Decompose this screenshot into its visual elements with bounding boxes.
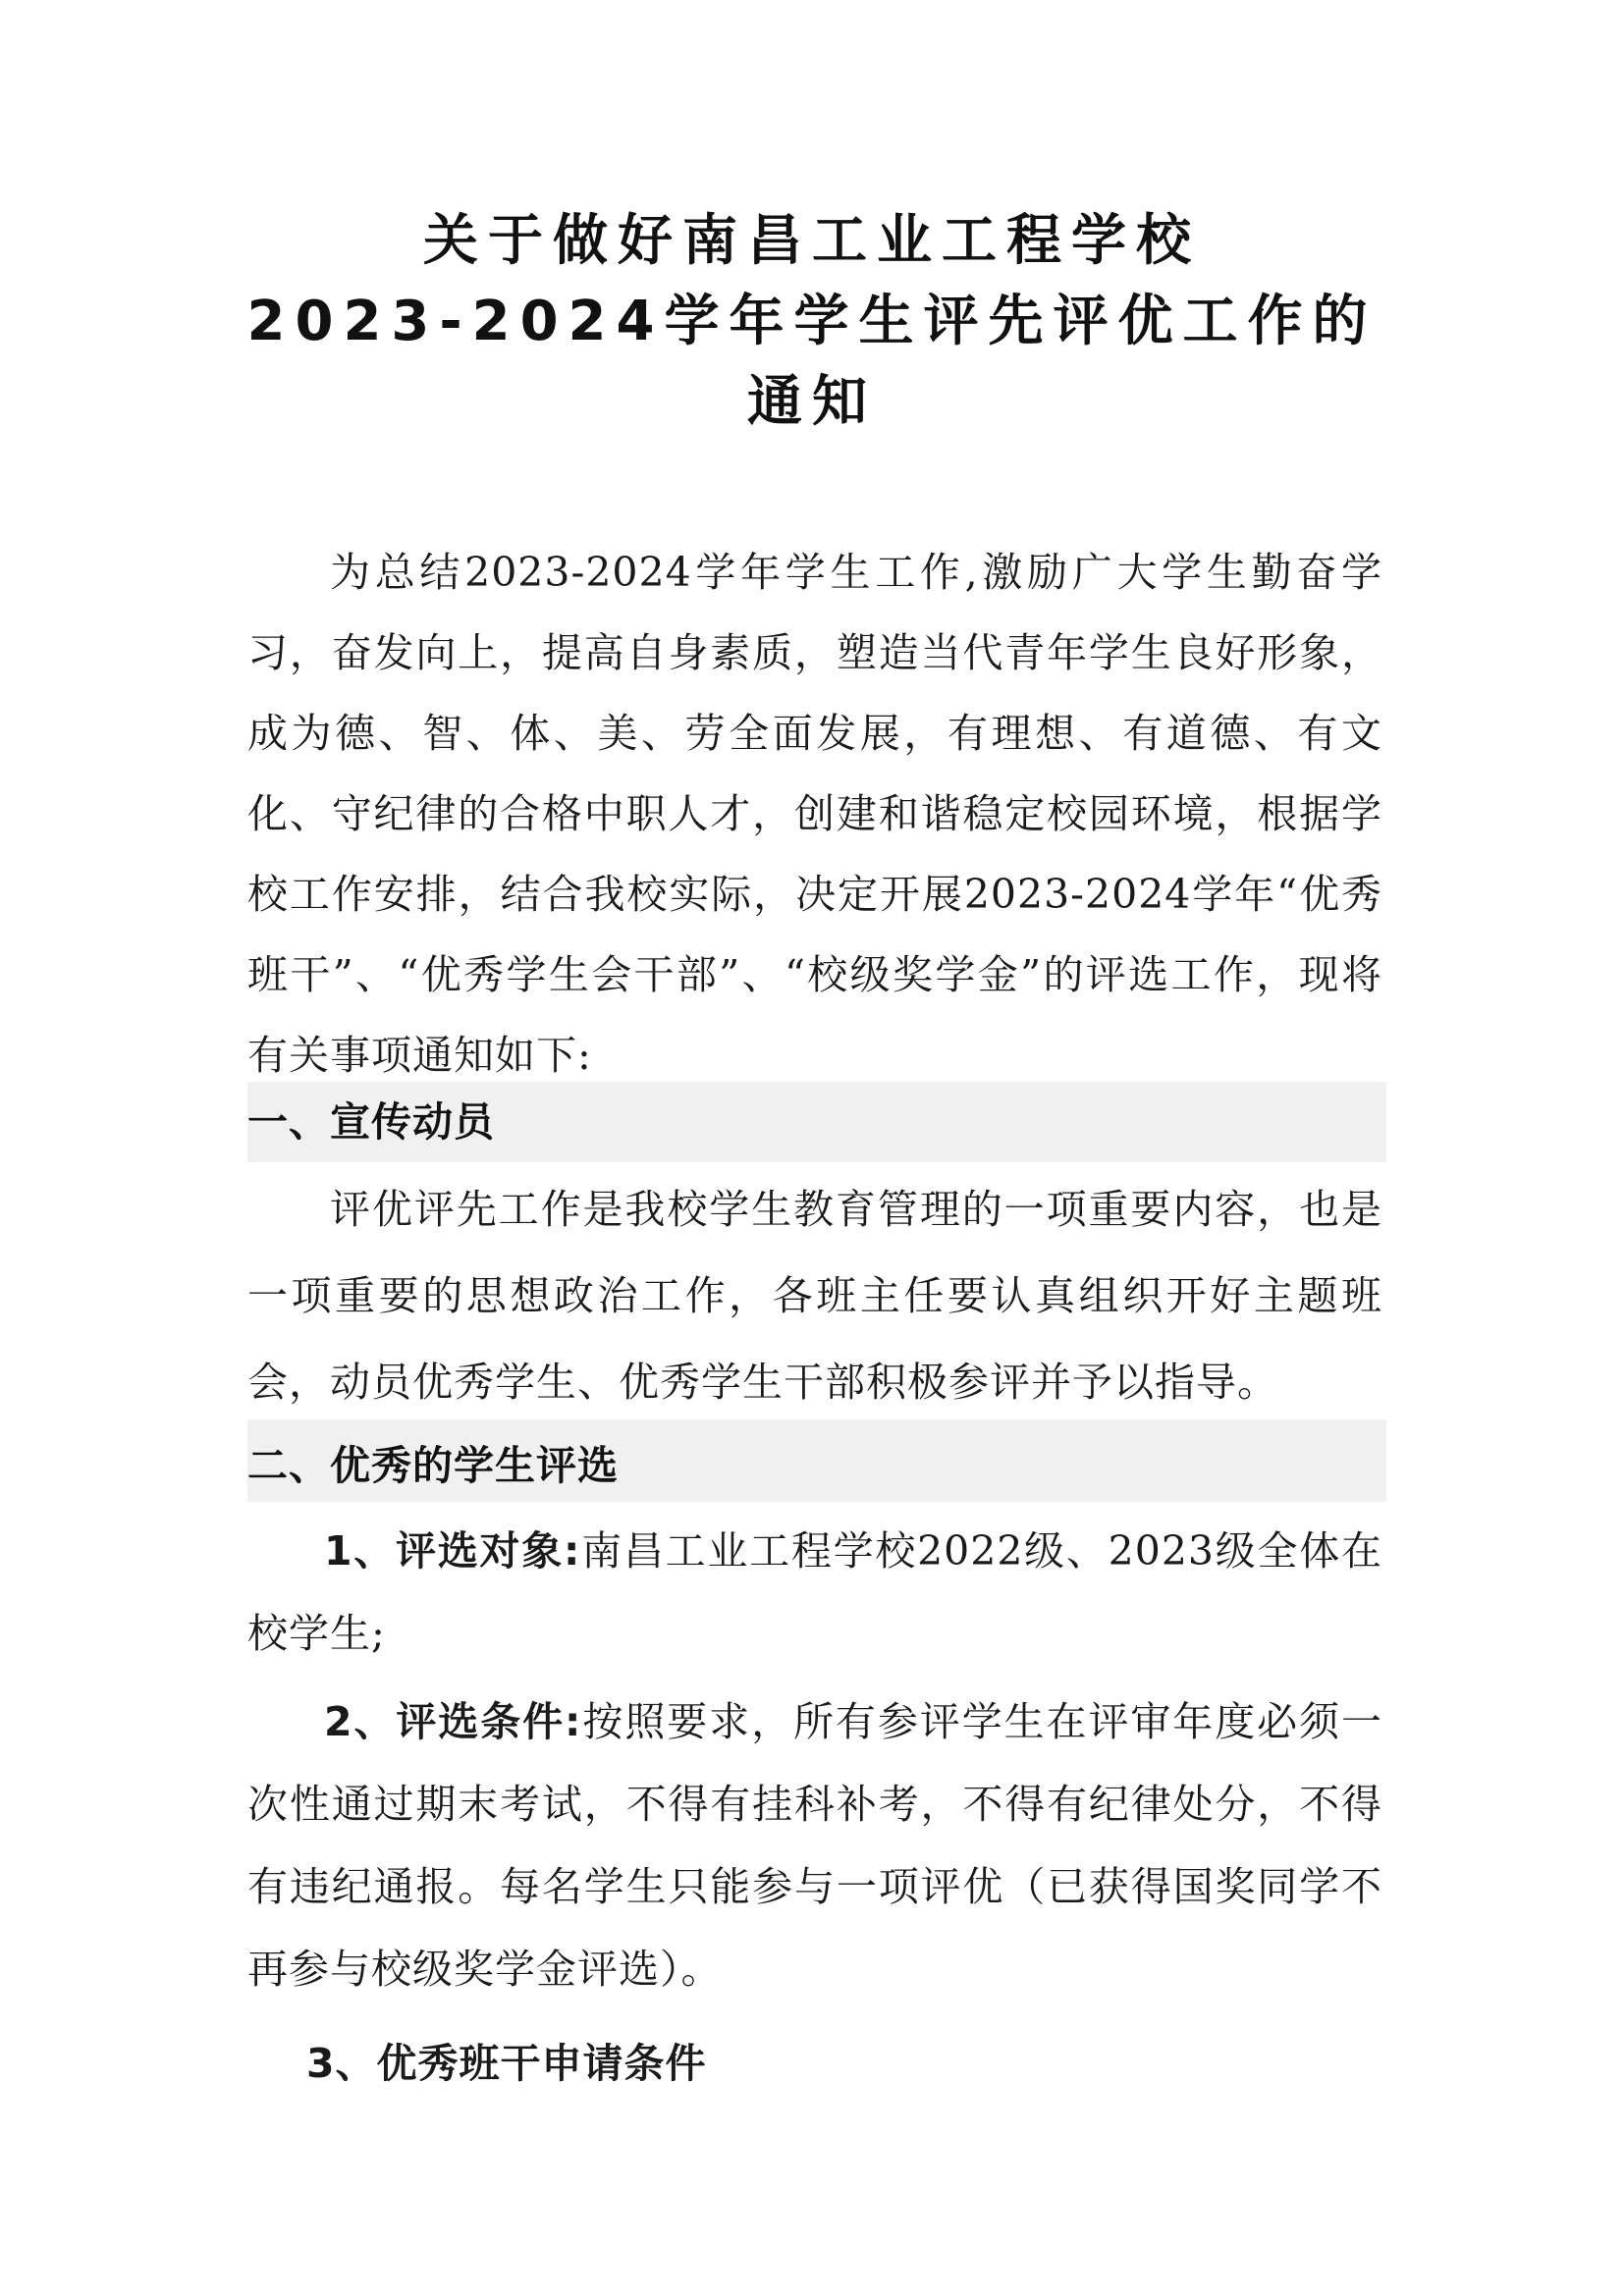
selection-item-target: [247, 1510, 1382, 1675]
item-conditions-label: 2、评选条件:: [324, 1698, 582, 1745]
title-line-2: 2023-2024学年学生评先评优工作的: [246, 290, 1378, 353]
document-title: [196, 201, 1428, 443]
publicity-paragraph: 评优评先工作是我校学生教育管理的一项重要内容，也是一项重要的思想政治工作，各班主任要认真组织开好主题班会，动员优秀学生、优秀学生干部积极参评并予以指导。: [247, 1186, 1382, 1406]
section-heading-student-selection: 二、优秀的学生评选: [247, 1419, 1386, 1502]
item-target-label: 1、评选对象:: [324, 1527, 581, 1575]
selection-item-class-leader-heading: 3、优秀班干申请条件: [306, 2040, 707, 2087]
item-target-paragraph: [247, 1510, 1382, 1675]
title-line-3: 通知: [747, 370, 877, 434]
section-publicity-body: [247, 1166, 1382, 1425]
item-conditions-paragraph: [247, 1681, 1382, 2010]
item-conditions-text: 按照要求，所有参评学生在评审年度必须一次性通过期末考试，不得有挂科补考，不得有纪律处分，不得有违纪通报。每名学生只能参与一项评优（已获得国奖同学不再参与校级奖学金评选）。: [247, 1698, 1382, 1993]
intro-section: [247, 532, 1382, 1095]
title-line-1: 关于做好南昌工业工程学校: [423, 209, 1201, 273]
selection-item-conditions: [247, 1681, 1382, 2010]
section-heading-publicity: 一、宣传动员: [247, 1082, 1386, 1162]
intro-paragraph: 为总结2023-2024学年学生工作,激励广大学生勤奋学习，奋发向上，提高自身素质，塑造当代青年学生良好形象，成为德、智、体、美、劳全面发展，有理想、有道德、有文化、守纪律的合格中职人才，创建和谐稳定校园环境，根据学校工作安排，结合我校实际，决定开展2023-2024学年“优秀班干”、“优秀学生会干部”、“校级奖学金”的评选工作，现将有关事项通知如下:: [247, 549, 1382, 1079]
item-target-text: 南昌工业工程学校2022级、2023级全体在校学生;: [247, 1527, 1382, 1657]
